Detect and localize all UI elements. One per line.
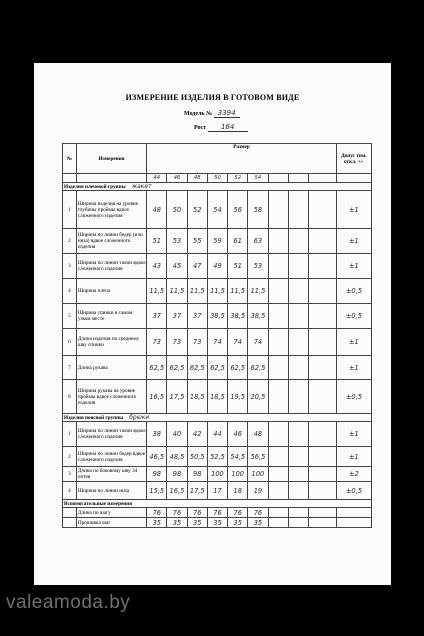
row-value: 43: [147, 254, 167, 279]
row-value: [288, 254, 308, 279]
row-value: 16,5: [147, 380, 167, 414]
row-value: [288, 422, 308, 447]
section-title: Вспомогательные измерения: [64, 500, 133, 507]
row-value: 52,5: [207, 447, 227, 467]
row-value: 100: [248, 467, 268, 482]
row-value: 35: [248, 518, 268, 528]
table-row: [63, 482, 372, 500]
row-value: 18,5: [207, 380, 227, 414]
row-tolerance: ±0,5: [336, 304, 371, 329]
row-value: 54: [207, 191, 227, 229]
table-row: [63, 229, 372, 254]
size-cell: 50: [207, 174, 227, 183]
size-cell: 48: [187, 174, 207, 183]
row-value: 38: [147, 422, 167, 447]
row-value: 46: [228, 422, 248, 447]
row-value: 56: [228, 191, 248, 229]
row-value: [268, 518, 288, 528]
table-row: [63, 508, 372, 518]
row-value: 37: [147, 304, 167, 329]
row-number: [63, 508, 77, 518]
row-extra: [309, 518, 337, 528]
row-value: 76: [187, 508, 207, 518]
row-value: 50,5: [187, 447, 207, 467]
row-number: 5: [63, 304, 77, 329]
table-row: [63, 467, 372, 482]
size-cell: 52: [228, 174, 248, 183]
watermark-text: valeamoda.by: [6, 592, 131, 613]
section-header: [63, 500, 372, 508]
row-value: 16,5: [167, 482, 187, 500]
row-value: 100: [228, 467, 248, 482]
row-value: [268, 482, 288, 500]
section-note: жакет: [131, 182, 152, 190]
row-value: [288, 447, 308, 467]
row-value: 76: [167, 508, 187, 518]
row-value: 74: [248, 329, 268, 356]
row-value: [288, 229, 308, 254]
row-value: 62,5: [228, 356, 248, 380]
row-description: Ширина по линии талии вдвое сложенного изделия: [76, 422, 146, 447]
row-description: Ширина по линии талии вдвое сложенного изделия: [76, 254, 146, 279]
row-extra: [309, 304, 337, 329]
row-value: 49: [207, 254, 227, 279]
row-value: [288, 191, 308, 229]
row-value: 11,5: [228, 279, 248, 304]
row-value: 38,5: [228, 304, 248, 329]
row-value: [268, 279, 288, 304]
header-tolerance: Допус тим. откл. +/-: [336, 144, 371, 174]
row-value: 18,5: [187, 380, 207, 414]
row-tolerance: ±0,5: [336, 380, 371, 414]
row-value: 98: [147, 467, 167, 482]
row-description: Длина по боковому шву 34 оптев: [76, 467, 146, 482]
measurement-sheet: [34, 63, 391, 585]
size-row: [63, 174, 372, 183]
row-description: Длина изделия по среднему шву спинки: [76, 329, 146, 356]
section-title-cell: [63, 183, 372, 191]
row-value: 76: [147, 508, 167, 518]
height-line: [194, 123, 248, 132]
table-row: [63, 191, 372, 229]
row-description: Прошивка шаг: [76, 518, 146, 528]
row-tolerance: ±1: [336, 229, 371, 254]
row-tolerance: [336, 508, 371, 518]
row-number: [63, 518, 77, 528]
row-description: Ширина изделия на уровне глубины проймы вдвое сложенного изделия: [76, 191, 146, 229]
row-number: 2: [63, 447, 77, 467]
row-value: 19: [248, 482, 268, 500]
row-value: 45: [167, 254, 187, 279]
row-value: 76: [228, 508, 248, 518]
row-extra: [309, 254, 337, 279]
table-row: [63, 356, 372, 380]
row-value: [288, 380, 308, 414]
row-value: 17,5: [187, 482, 207, 500]
table-row: [63, 329, 372, 356]
row-value: 20,5: [248, 380, 268, 414]
row-value: 44: [207, 422, 227, 447]
row-value: 73: [147, 329, 167, 356]
row-value: [268, 304, 288, 329]
row-value: 48: [147, 191, 167, 229]
row-value: 76: [248, 508, 268, 518]
section-header: [63, 183, 372, 191]
row-tolerance: ±1: [336, 447, 371, 467]
row-extra: [309, 229, 337, 254]
row-value: 35: [147, 518, 167, 528]
row-value: 15,5: [147, 482, 167, 500]
row-description: Ширина по линии бедер вдвое сложенного изделия: [76, 447, 146, 467]
row-tolerance: ±1: [336, 191, 371, 229]
row-value: [268, 447, 288, 467]
row-value: [268, 254, 288, 279]
row-value: 62,5: [147, 356, 167, 380]
header-measure: Измерения: [76, 144, 146, 174]
row-value: 19,5: [228, 380, 248, 414]
row-number: 1: [63, 191, 77, 229]
row-value: 51: [228, 254, 248, 279]
row-value: 17: [207, 482, 227, 500]
row-value: 48: [248, 422, 268, 447]
table-row: [63, 422, 372, 447]
header-size: Размер: [147, 144, 337, 174]
row-value: [288, 279, 308, 304]
row-value: [288, 467, 308, 482]
row-value: 51: [147, 229, 167, 254]
model-line: [184, 109, 240, 118]
section-header: [63, 414, 372, 422]
row-value: [268, 467, 288, 482]
row-value: [288, 518, 308, 528]
row-extra: [309, 356, 337, 380]
section-title: Изделия поясной группы: [64, 414, 124, 421]
row-number: 3: [63, 467, 77, 482]
size-extra-cell: [309, 174, 337, 183]
row-value: 98: [187, 467, 207, 482]
row-tolerance: ±0,5: [336, 279, 371, 304]
row-description: Ширина плеча: [76, 279, 146, 304]
row-number: 3: [63, 254, 77, 279]
row-value: [288, 329, 308, 356]
row-tolerance: [336, 518, 371, 528]
row-number: 4: [63, 279, 77, 304]
table-row: [63, 254, 372, 279]
row-value: 53: [248, 254, 268, 279]
row-tolerance: ±1: [336, 356, 371, 380]
row-value: 98: [167, 467, 187, 482]
row-tolerance: ±1: [336, 422, 371, 447]
size-row-label: [76, 174, 146, 183]
header-num: №: [63, 144, 77, 174]
row-value: 63: [248, 229, 268, 254]
row-value: 47: [187, 254, 207, 279]
row-value: [268, 380, 288, 414]
row-value: 62,5: [207, 356, 227, 380]
height-label: Рост: [194, 125, 207, 131]
row-value: 35: [167, 518, 187, 528]
row-extra: [309, 447, 337, 467]
row-tolerance: ±1: [336, 329, 371, 356]
size-cell: 44: [147, 174, 167, 183]
row-value: 54,5: [228, 447, 248, 467]
row-value: 59: [207, 229, 227, 254]
row-value: 61: [228, 229, 248, 254]
row-value: 62,5: [187, 356, 207, 380]
row-number: 1: [63, 422, 77, 447]
row-tolerance: ±1: [336, 254, 371, 279]
row-value: 62,5: [248, 356, 268, 380]
row-value: 11,5: [248, 279, 268, 304]
row-tolerance: ±2: [336, 467, 371, 482]
size-cell: [268, 174, 288, 183]
row-description: Ширина по линии низа: [76, 482, 146, 500]
row-number: 4: [63, 482, 77, 500]
row-number: 6: [63, 329, 77, 356]
row-value: 76: [207, 508, 227, 518]
row-description: Длина по шагу: [76, 508, 146, 518]
row-value: 48,5: [167, 447, 187, 467]
row-value: [268, 508, 288, 518]
size-cell: 46: [167, 174, 187, 183]
row-value: [268, 191, 288, 229]
row-value: [268, 356, 288, 380]
model-value: 3394: [214, 109, 240, 118]
row-value: 52: [187, 191, 207, 229]
size-row-num: [63, 174, 77, 183]
table-row: [63, 304, 372, 329]
measurement-table: [62, 143, 372, 528]
size-cell: [288, 174, 308, 183]
size-cell: 54: [248, 174, 268, 183]
row-extra: [309, 380, 337, 414]
row-value: 11,5: [187, 279, 207, 304]
row-number: 7: [63, 356, 77, 380]
row-tolerance: ±0,5: [336, 482, 371, 500]
table-row: [63, 447, 372, 467]
row-value: 55: [187, 229, 207, 254]
row-value: [288, 482, 308, 500]
row-extra: [309, 422, 337, 447]
row-value: 38,5: [248, 304, 268, 329]
row-value: 73: [187, 329, 207, 356]
size-tol-cell: [336, 174, 371, 183]
section-title: Изделия плечевой группы: [64, 183, 126, 190]
row-description: Длина рукава: [76, 356, 146, 380]
row-value: 53: [167, 229, 187, 254]
row-extra: [309, 508, 337, 518]
row-description: Ширина рукава на уровне проймы вдвое сложенного изделия: [76, 380, 146, 414]
row-value: [288, 304, 308, 329]
row-number: 2: [63, 229, 77, 254]
row-value: 100: [207, 467, 227, 482]
table-row: [63, 279, 372, 304]
row-value: 42: [187, 422, 207, 447]
row-value: 11,5: [167, 279, 187, 304]
section-title-cell: [63, 500, 372, 508]
row-number: 8: [63, 380, 77, 414]
row-value: 56,5: [248, 447, 268, 467]
row-value: 74: [228, 329, 248, 356]
row-value: 35: [187, 518, 207, 528]
row-value: [288, 508, 308, 518]
row-value: 46,5: [147, 447, 167, 467]
row-extra: [309, 279, 337, 304]
row-extra: [309, 191, 337, 229]
row-description: Ширина спинки в самом узком месте: [76, 304, 146, 329]
row-value: 73: [167, 329, 187, 356]
row-value: 11,5: [207, 279, 227, 304]
row-extra: [309, 482, 337, 500]
section-note: брюки: [129, 413, 150, 421]
row-value: 58: [248, 191, 268, 229]
row-extra: [309, 467, 337, 482]
row-description: Ширина по линии бедер (или низа) вдвое сложенного изделия: [76, 229, 146, 254]
row-value: 35: [228, 518, 248, 528]
row-value: [268, 329, 288, 356]
row-value: 18: [228, 482, 248, 500]
row-value: 62,5: [167, 356, 187, 380]
table-row: [63, 518, 372, 528]
height-value: 164: [208, 123, 248, 132]
row-value: 38,5: [207, 304, 227, 329]
row-value: 37: [187, 304, 207, 329]
row-value: 35: [207, 518, 227, 528]
row-value: [268, 422, 288, 447]
table-row: [63, 380, 372, 414]
row-value: 37: [167, 304, 187, 329]
section-title-cell: [63, 414, 372, 422]
row-extra: [309, 329, 337, 356]
model-label: Модель №: [184, 111, 213, 117]
row-value: [268, 229, 288, 254]
row-value: 50: [167, 191, 187, 229]
row-value: [288, 356, 308, 380]
sheet-title: ИЗМЕРЕНИЕ ИЗДЕЛИЯ В ГОТОВОМ ВИДЕ: [125, 93, 300, 102]
row-value: 40: [167, 422, 187, 447]
row-value: 17,5: [167, 380, 187, 414]
row-value: 74: [207, 329, 227, 356]
row-value: 11,5: [147, 279, 167, 304]
